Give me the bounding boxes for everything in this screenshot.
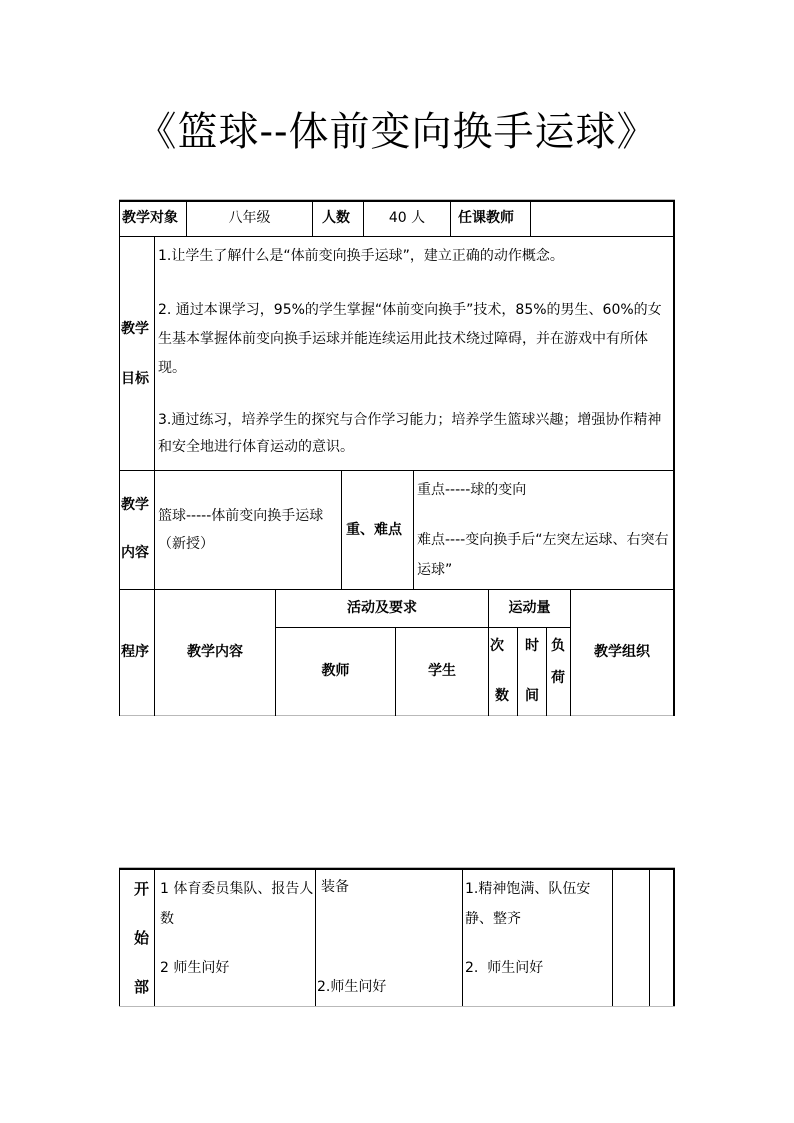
page-title: 《篮球--体前变向换手运球》 xyxy=(136,109,658,155)
load-header: 运动量 xyxy=(508,600,551,616)
teacher-item-1: 装备 xyxy=(321,879,349,895)
part-char-1: 开 xyxy=(134,880,150,898)
teacher-header: 教师 xyxy=(321,663,350,679)
teacher-item-2: 2.师生问好 xyxy=(317,979,387,995)
objective-item-3: 3.通过练习，培养学生的探究与合作学习能力；培养学生篮球兴趣；增强协作精神和安全地进行体育运动的意识。 xyxy=(158,412,662,455)
teacher-label: 任课教师 xyxy=(458,210,514,226)
student-header: 学生 xyxy=(428,663,456,679)
target-value: 八年级 xyxy=(228,210,271,226)
content-label-b: 内容 xyxy=(121,545,149,561)
teach-content-header: 教学内容 xyxy=(187,644,243,660)
objectives-label-a: 教学 xyxy=(121,321,149,337)
content-item-2: 2 师生问好 xyxy=(160,960,230,976)
content-item-1: 1 体育委员集队、报告人数 xyxy=(160,881,314,927)
objective-item-2: 2. 通过本课学习，95%的学生掌握“体前变向换手”技术，85%的男生、60%的女生基本掌握体前变向换手运球并能连续运用此技术绕过障碍，并在游戏中有所体现。 xyxy=(158,302,662,376)
key-point: 重点-----球的变向 xyxy=(417,482,527,498)
times-header-a: 次 xyxy=(490,638,504,654)
activities-header: 活动及要求 xyxy=(347,600,417,616)
part-char-2: 始 xyxy=(134,929,150,947)
part-char-3: 部 xyxy=(134,978,150,996)
time-header-b: 间 xyxy=(525,688,539,704)
objectives-label-b: 目标 xyxy=(121,371,149,387)
count-value: 40 人 xyxy=(388,210,426,226)
procedure-header: 程序 xyxy=(121,644,149,660)
time-header-a: 时 xyxy=(525,638,539,654)
student-item-1: 1.精神饱满、队伍安静、整齐 xyxy=(465,881,591,927)
times-header-b: 数 xyxy=(495,688,509,704)
count-label: 人数 xyxy=(322,210,350,226)
key-points-label: 重、难点 xyxy=(346,522,402,538)
content-label-a: 教学 xyxy=(121,497,149,513)
burden-header-a: 负 xyxy=(551,638,565,654)
content-value: 篮球-----体前变向换手运球（新授） xyxy=(158,508,324,552)
student-item-2: 2. 师生问好 xyxy=(465,960,544,976)
difficult-point: 难点----变向换手后“左突左运球、右突右运球” xyxy=(417,532,669,578)
organization-header: 教学组织 xyxy=(594,644,650,660)
objective-item-1: 1.让学生了解什么是“体前变向换手运球”，建立正确的动作概念。 xyxy=(158,248,564,264)
burden-header-b: 荷 xyxy=(551,670,565,686)
target-label: 教学对象 xyxy=(122,210,178,226)
